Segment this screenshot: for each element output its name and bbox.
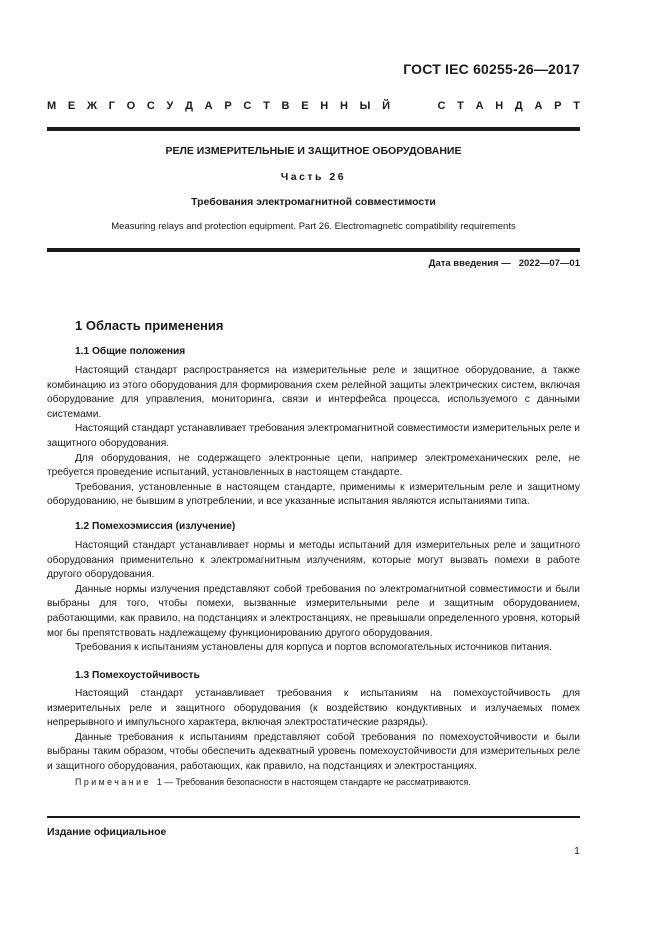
- paragraph: Требования к испытаниям установлены для корпуса и портов вспомогательных источников питания.: [75, 642, 552, 654]
- category-letter: Е: [67, 100, 76, 112]
- category-letter: Т: [573, 100, 580, 112]
- category-letter: Р: [224, 100, 232, 112]
- category-letter: Р: [554, 100, 562, 112]
- standard-code: ГОСТ IEC 60255-26—2017: [403, 61, 580, 77]
- paragraph: Настоящий стандарт распространяется на измерительные реле и защитное оборудование, а также комбинацию из этого оборудования для формирования схем релейной защиты электрических систем, включая оборудование для управления, мониторинга, связи и интерфейса процесса, используемого с данными системами.: [47, 365, 580, 420]
- note: [75, 777, 471, 787]
- category-letter: С: [146, 100, 155, 112]
- paragraph: Настоящий стандарт устанавливает требования к испытаниям на помехоустойчивость для измерительных реле и защитного оборудования (к воздействию кондуктивных и излучаемых помех непрерывного и импульсного характера, включая электростатические разряды).: [47, 688, 580, 729]
- category-letter: Т: [263, 100, 270, 112]
- edition-label: Издание официальное: [47, 826, 167, 838]
- introduction-date-label: Дата введения —: [428, 258, 511, 269]
- category-letter: А: [204, 100, 213, 112]
- category-letter: Н: [320, 100, 329, 112]
- paragraph: Настоящий стандарт устанавливает требования электромагнитной совместимости измерительных реле и защитного оборудования.: [47, 423, 580, 449]
- standard-category: [47, 100, 580, 112]
- section-heading: 1 Область применения: [75, 318, 224, 333]
- document-subtitle: Требования электромагнитной совместимости: [191, 196, 436, 208]
- subsection-text-1-3: [47, 687, 580, 775]
- category-letter: С: [437, 100, 446, 112]
- document-part: Часть 26: [280, 171, 347, 183]
- page-number: 1: [574, 845, 580, 857]
- category-word-gap: [402, 100, 426, 112]
- category-letter: Ж: [86, 100, 97, 112]
- note-label: Примечание: [75, 777, 151, 787]
- paragraph: Для оборудования, не содержащего электронные цепи, например электромеханических реле, не требуется проведение испытаний, установленных в настоящем стандарте.: [47, 452, 580, 479]
- subsection-text-1-2: [47, 539, 580, 656]
- document-title: РЕЛЕ ИЗМЕРИТЕЛЬНЫЕ И ЗАЩИТНОЕ ОБОРУДОВАНИЕ: [165, 145, 462, 157]
- introduction-date-value: 2022—07—01: [518, 258, 580, 269]
- category-letter: А: [475, 100, 484, 112]
- category-letter: М: [47, 100, 57, 112]
- subsection-text-1-1: [47, 364, 580, 510]
- paragraph: Данные нормы излучения представляют собой требования по электромагнитной совместимости и были выбраны для того, чтобы помехи, вызванные измерительными реле и защитным оборудованием, работающими, как правило, на подстанциях и электростанциях, не превышали определенного уровня, который мог бы препятствовать надлежащему функционированию другого оборудования.: [47, 583, 580, 639]
- category-letter: Н: [495, 100, 504, 112]
- category-letter: С: [243, 100, 252, 112]
- category-letter: В: [281, 100, 290, 112]
- top-divider: [47, 127, 580, 131]
- paragraph: Требования, установленные в настоящем стандарте, применимы к измерительным реле и защитному оборудованию, не бывшим в употреблении, и все указанные испытания являются испытаниями типа.: [47, 481, 580, 508]
- paragraph: Настоящий стандарт устанавливает нормы и методы испытаний для измерительных реле и защитного оборудования применительно к электромагнитным излучениям, которые могут вызвать помехи в работе другого оборудования.: [47, 540, 580, 581]
- category-letter: У: [166, 100, 174, 112]
- category-letter: Т: [457, 100, 464, 112]
- category-letter: Ы: [359, 100, 371, 112]
- subsection-heading-1-1: 1.1 Общие положения: [75, 346, 186, 357]
- category-letter: Д: [514, 100, 523, 112]
- introduction-date: [429, 258, 580, 269]
- category-letter: Г: [108, 100, 115, 112]
- subsection-heading-1-2: 1.2 Помехоэмиссия (излучение): [75, 521, 236, 532]
- category-letter: О: [126, 100, 136, 112]
- english-title: Measuring relays and protection equipment. Part 26. Electromagnetic compatibility requirements: [111, 221, 516, 232]
- note-text: 1 — Требования безопасности в настоящем стандарте не рассматриваются.: [156, 777, 471, 787]
- category-letter: Д: [185, 100, 193, 112]
- category-letter: Е: [301, 100, 309, 112]
- category-letter: Н: [339, 100, 348, 112]
- paragraph: Данные требования к испытаниям представляют собой требования по помехоустойчивости и были выбраны таким образом, чтобы обеспечить адекватный уровень помехоустойчивости для измерительных реле и защитного оборудования, работающих, как правило, на подстанциях и электростанциях.: [47, 731, 580, 772]
- title-divider: [47, 248, 580, 252]
- footer-divider: [47, 816, 580, 818]
- subsection-heading-1-3: 1.3 Помехоустойчивость: [75, 670, 200, 681]
- category-letter: Й: [382, 100, 391, 112]
- category-letter: А: [534, 100, 543, 112]
